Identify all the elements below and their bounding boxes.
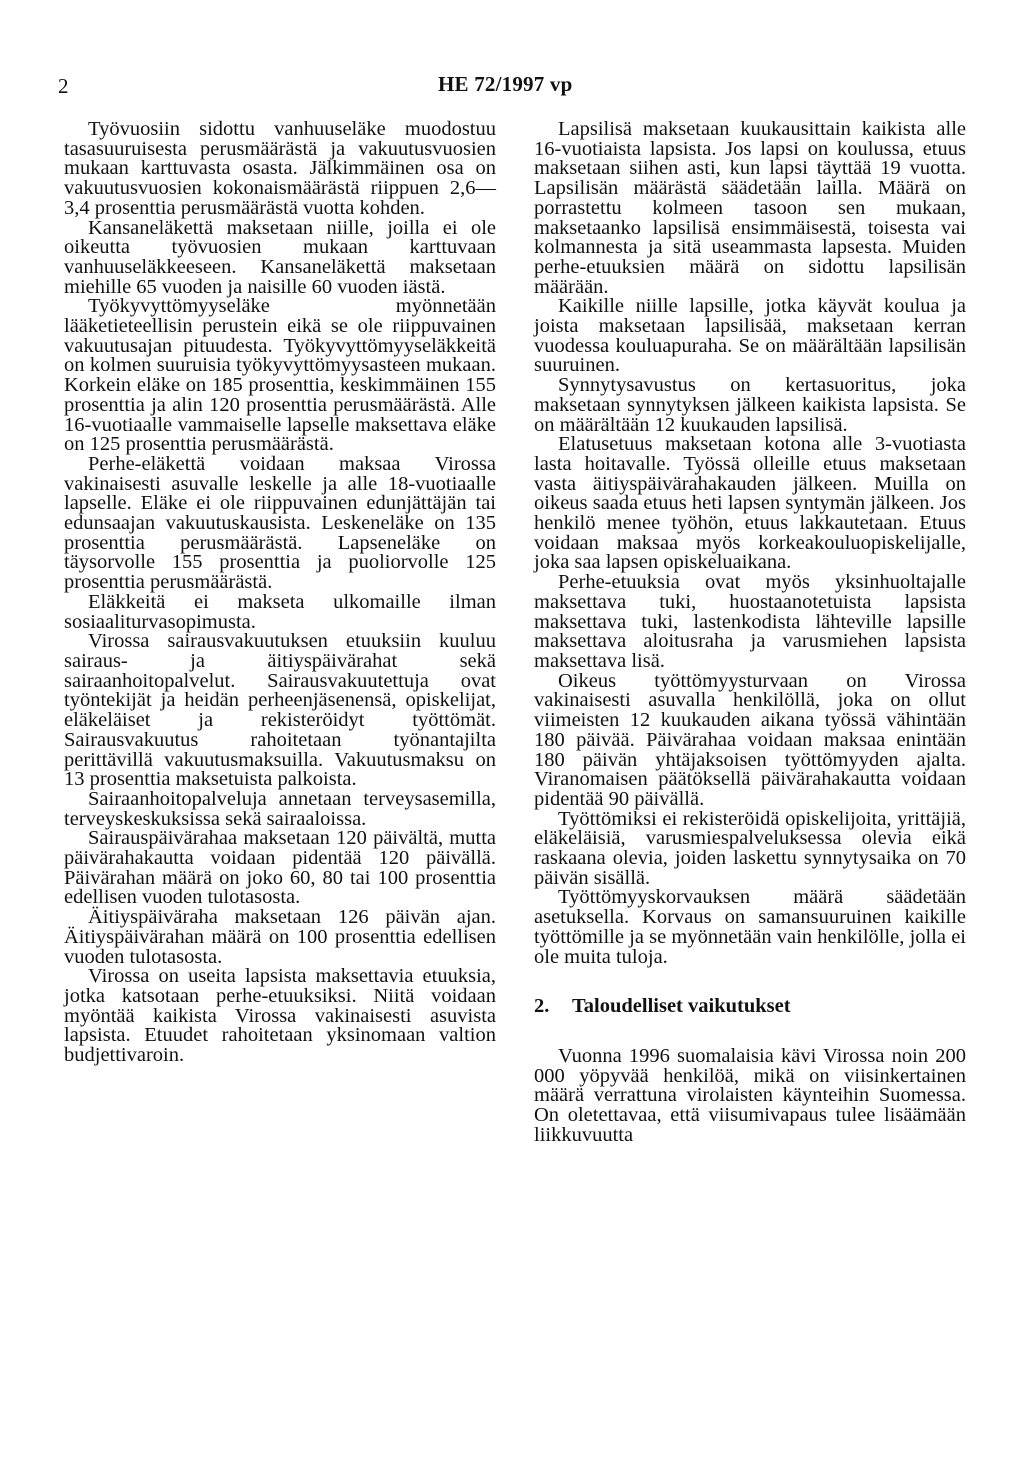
paragraph: Työttömyyskorvauksen määrä säädetään asetuksella. Korvaus on samansuuruinen kaikille työttömille ja se myönnetään vain henkilölle, jolla ei ole muita tuloja. (534, 886, 966, 968)
paragraph: Virossa on useita lapsista maksettavia etuuksia, jotka katsotaan perhe-etuuksiksi. Niitä voidaan myöntää kaikista Virossa vakinaisesti asuvista lapsista. Etuudet rahoitetaan yksinomaan valtion budjettivaroin. (64, 965, 496, 1067)
section-number: 2. (534, 995, 550, 1018)
paragraph: Kaikille niille lapsille, jotka käyvät koulua ja joista maksetaan lapsilisää, maksetaan kerran vuodessa kouluapuraha. Se on määrältään lapsilisän suuruinen. (534, 295, 966, 377)
paragraph: Kansaneläkettä maksetaan niille, joilla ei ole oikeutta työvuosien mukaan karttuvaan vanhuuseläkkeeseen. Kansaneläkettä maksetaan miehille 65 vuoden ja naisille 60 vuoden iästä. (64, 216, 496, 298)
paragraph: Työkyvyttömyyseläke myönnetään lääketieteellisin perustein eikä se ole riippuvainen vakuutusajan pituudesta. Työkyvyttömyyseläkkeitä on kolmen suuruisia työkyvyttömyysasteen mukaan. Korkein eläke on 185 prosenttia, keskimmäinen 155 prosenttia ja alin 120 prosenttia perusmäärästä. Alle 16-vuotiaalle vammaiselle lapselle maksettava eläke on 125 prosenttia perusmäärästä. (64, 295, 496, 456)
paragraph: Lapsilisä maksetaan kuukausittain kaikista alle 16-vuotiaista lapsista. Jos lapsi on koulussa, etuus maksetaan siihen asti, kun lapsi täyttää 19 vuotta. Lapsilisän määrästä säädetään lailla. Määrä on porrastettu kolmeen tasoon sen mukaan, maksetaanko lapsilisä ensimmäisestä, toisesta vai kolmannesta ja sitä useammasta lapsesta. Muiden perhe-etuuksien määrä on sidottu lapsilisän määrään. (534, 118, 966, 298)
paragraph: Vuonna 1996 suomalaisia kävi Virossa noin 200 000 yöpyvää henkilöä, mikä on viisinkertainen määrä verrattuna virolaisten käynteihin Suomessa. On oletettavaa, että viisumivapaus tulee lisäämään liikkuvuutta (534, 1044, 966, 1146)
page-number: 2 (58, 74, 69, 98)
paragraph: Työttömiksi ei rekisteröidä opiskelijoita, yrittäjiä, eläkeläisiä, varusmiespalveluksessa olevia eikä raskaana olevia, joiden laskettu synnytysaika on 70 päivän sisällä. (534, 807, 966, 889)
paragraph: Elatusetuus maksetaan kotona alle 3-vuotiasta lasta hoitavalle. Työssä olleille etuus maksetaan vasta äitiyspäivärahakauden jälkeen. Muilla on oikeus saada etuus heti lapsen syntymän jälkeen. Jos henkilö menee työhön, etuus lakkautetaan. Etuus voidaan maksaa myös korkeakouluopiskelijalle, joka saa lapsen opiskeluaikana. (534, 433, 966, 574)
section-title: Taloudelliset vaikutukset (572, 995, 791, 1018)
paragraph: Sairauspäivärahaa maksetaan 120 päivältä, mutta päivärahakautta voidaan pidentää 120 päivällä. Päivärahan määrä on joko 60, 80 tai 100 prosenttia edellisen vuoden tulotasosta. (64, 827, 496, 909)
paragraph: Perhe-eläkettä voidaan maksaa Virossa vakinaisesti asuvalle leskelle ja alle 18-vuotiaalle lapselle. Eläke ei ole riippuvainen edunjättäjän tai edunsaajan vakuutuskausista. Leskeneläke on 135 prosenttia perusmäärästä. Lapseneläke on täysorvolle 155 prosenttia ja puoliorvolle 125 prosenttia perusmäärästä. (64, 452, 496, 594)
paragraph: Äitiyspäiväraha maksetaan 126 päivän ajan. Äitiyspäivärahan määrä on 100 prosenttia edellisen vuoden tulotasosta. (64, 906, 496, 968)
paragraph: Eläkkeitä ei makseta ulkomaille ilman sosiaaliturvasopimusta. (64, 590, 496, 633)
paragraph: Oikeus työttömyysturvaan on Virossa vakinaisesti asuvalla henkilöllä, joka on ollut viimeisten 12 kuukauden aikana työssä vähintään 180 päivää. Päivärahaa voidaan maksaa enintään 180 päivän yhtäjaksoisen työttömyyden ajalta. Viranomaisen päätöksellä päivärahakautta voidaan pidentää 90 päivällä. (534, 669, 966, 810)
paragraph: Virossa sairausvakuutuksen etuuksiin kuuluu sairaus- ja äitiyspäivärahat sekä sairaanhoitopalvelut. Sairausvakuutettuja ovat työntekijät ja heidän perheenjäsenensä, opiskelijat, eläkeläiset ja rekisteröidyt työttömät. Sairausvakuutus rahoitetaan työnantajilta perittävillä vakuutusmaksuilla. Vakuutusmaksu on 13 prosenttia maksetuista palkoista. (64, 630, 496, 791)
paragraph: Työvuosiin sidottu vanhuuseläke muodostuu tasasuuruisesta perusmäärästä ja vakuutusvuosien mukaan karttuvasta osasta. Jälkimmäinen osa on vakuutusvuosien kokonaismäärästä riippuen 2,6—3,4 prosenttia perusmäärästä vuotta kohden. (64, 118, 496, 219)
section-heading (534, 997, 966, 1017)
document-id: HE 72/1997 vp (438, 72, 573, 96)
paragraph: Perhe-etuuksia ovat myös yksinhuoltajalle maksettava tuki, huostaanotetuista lapsista maksettava tuki, lastenkodista lähteville lapsille maksettava aloitusraha ja varusmiehen lapsista maksettava lisä. (534, 571, 966, 672)
left-column (64, 120, 496, 1066)
right-column (534, 120, 966, 1145)
paragraph: Synnytysavustus on kertasuoritus, joka maksetaan synnytyksen jälkeen kaikista lapsista. Se on määrältään 12 kuukauden lapsilisä. (534, 374, 966, 436)
paragraph: Sairaanhoitopalveluja annetaan terveysasemilla, terveyskeskuksissa sekä sairaaloissa. (64, 787, 496, 830)
